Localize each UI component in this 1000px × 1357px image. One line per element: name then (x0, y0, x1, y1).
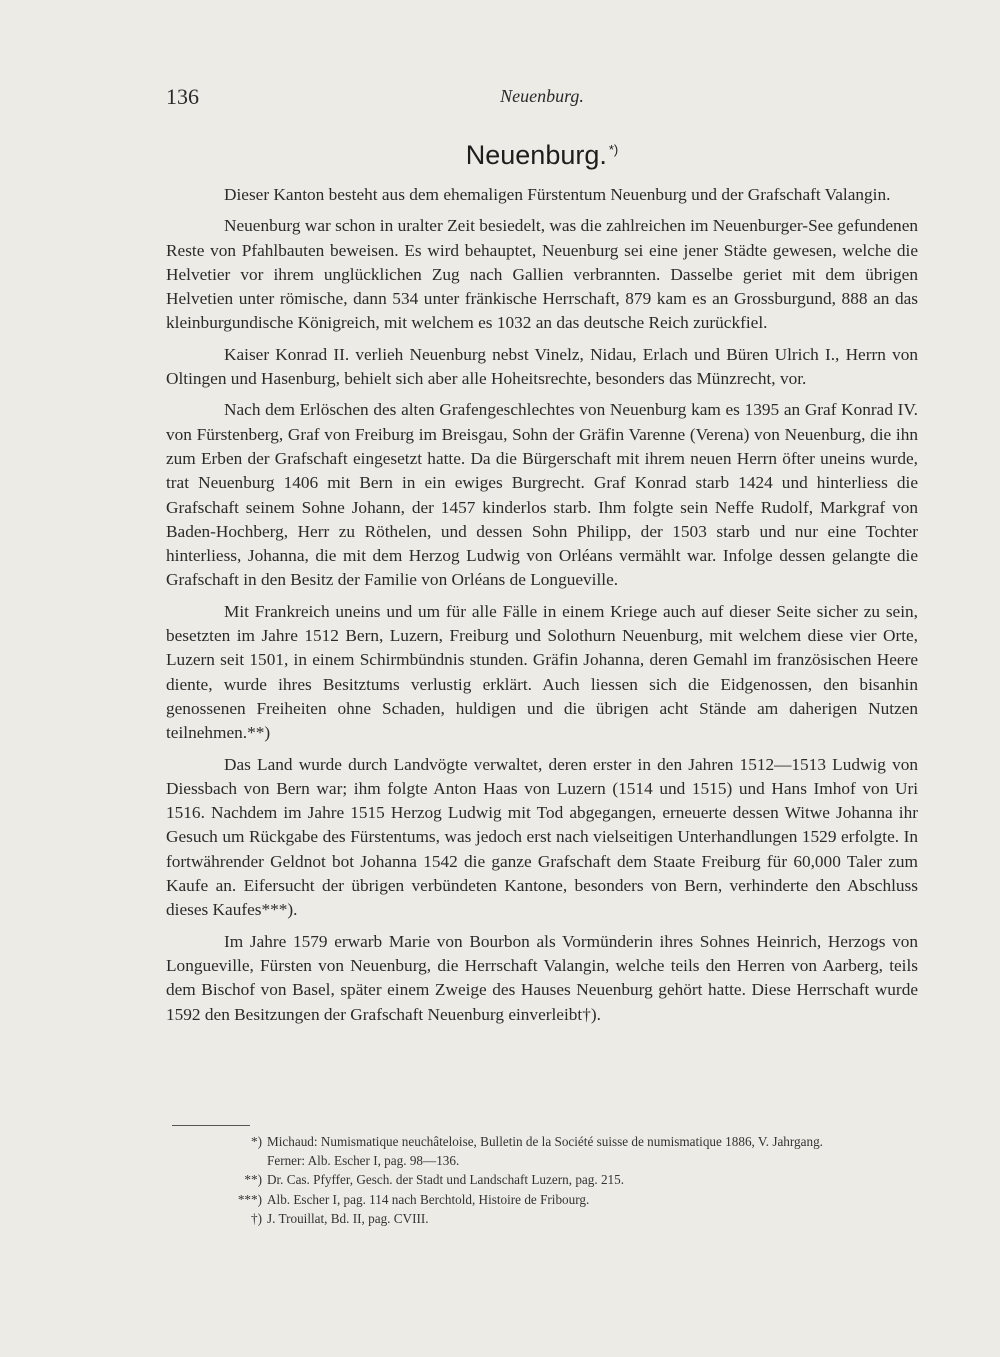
footnote (210, 1170, 920, 1189)
paragraph: Nach dem Erlöschen des alten Grafengeschlechtes von Neuenburg kam es 1395 an Graf Konrad IV. von Fürstenberg, Graf von Freiburg im Breisgau, Sohn der Gräfin Varenne (Verena) von Neuenburg, die ihn zum Erben der Grafschaft eingesetzt hatte. Da die Bürgerschaft mit ihrem neuen Herrn öfter uneins wurde, trat Neuenburg 1406 mit Bern in ein ewiges Burgrecht. Graf Konrad starb 1424 und hinterliess die Grafschaft seinem Sohne Johann, der 1457 kinderlos starb. Ihm folgte sein Neffe Rudolf, Markgraf von Baden-Hochberg, Herr zu Röthelen, und dessen Sohn Philipp, der 1503 starb und nur eine Tochter hinterliess, Johanna, die mit dem Herzog Ludwig von Orléans vermählt war. Infolge dessen gelangte die Grafschaft in den Besitz der Familie von Orléans de Longueville. (166, 400, 918, 590)
footnote-marker: ***) (237, 1191, 262, 1207)
chapter-title (166, 140, 918, 171)
footnote (210, 1209, 920, 1228)
body-text (166, 183, 918, 1034)
footnote-text: J. Trouillat, Bd. II, pag. CVIII. (267, 1210, 429, 1226)
paragraph: Neuenburg war schon in uralter Zeit besiedelt, was die zahlreichen im Neuenburger-See gefundenen Reste von Pfahlbauten beweisen. Es wird behauptet, Neuenburg sei eine jener Städte gewesen, welche die Helvetier vor ihrem unglücklichen Zug nach Gallien verbrannten. Dasselbe geriet mit dem übrigen Helvetien unter römische, dann 534 unter fränkische Herrschaft, 879 kam es an Grossburgund, 888 an das kleinburgundische Königreich, mit welchem es 1032 an das deutsche Reich zurückfiel. (166, 216, 918, 333)
footnote-text: Alb. Escher I, pag. 114 nach Berchtold, Histoire de Fribourg. (267, 1191, 590, 1207)
footnote-continuation: Ferner: Alb. Escher I, pag. 98—136. (267, 1153, 460, 1169)
footnote-marker: *) (251, 1134, 262, 1149)
footnote-marker: †) (251, 1210, 262, 1226)
title-footnote-marker: *) (608, 142, 619, 157)
paragraph: Dieser Kanton besteht aus dem ehemaligen Fürstentum Neuenburg und der Grafschaft Valangin. (224, 185, 891, 204)
footnote-text: Michaud: Numismatique neuchâteloise, Bulletin de la Société suisse de numismatique 1886, V. Jahrgang. (267, 1134, 823, 1149)
running-head (166, 84, 918, 110)
footnote (210, 1190, 920, 1209)
page-number: 136 (166, 84, 199, 109)
paragraph: Im Jahre 1579 erwarb Marie von Bourbon als Vormünderin ihres Sohnes Heinrich, Herzogs von Longueville, Fürsten von Neuenburg, die Herrschaft Valangin, welche teils den Herren von Aarberg, teils dem Bischof von Basel, später einem Zweige des Hauses Neuenburg gehört hatte. Diese Herrschaft wurde 1592 den Besitzungen der Grafschaft Neuenburg einverleibt†). (166, 931, 918, 1024)
footnote-text: Dr. Cas. Pfyffer, Gesch. der Stadt und Landschaft Luzern, pag. 215. (267, 1172, 625, 1188)
running-title: Neuenburg. (500, 86, 584, 106)
paragraph: Mit Frankreich uneins und um für alle Fälle in einem Kriege auch auf dieser Seite sicher zu sein, besetzten im Jahre 1512 Bern, Luzern, Freiburg und Solothurn Neuenburg, mit welchem diese vier Orte, Luzern seit 1501, in einem Schirmbündnis stunden. Gräfin Johanna, deren Gemahl im französischen Heere diente, wurde ihres Besitztums verlustig erklärt. Auch liessen sich die Eidgenossen, den bisanhin genossenen Freiheiten ohne Schaden, huldigen und die übrigen acht Stände am daherigen Nutzen teilnehmen.**) (166, 601, 918, 743)
chapter-title-text: Neuenburg. (465, 140, 607, 170)
footnote-marker: **) (244, 1172, 262, 1188)
footnotes (210, 1132, 920, 1228)
footnote (210, 1132, 920, 1151)
paragraph: Kaiser Konrad II. verlieh Neuenburg nebst Vinelz, Nidau, Erlach und Büren Ulrich I., Herrn von Oltingen und Hasenburg, behielt sich aber alle Hoheitsrechte, besonders das Münzrecht, vor. (166, 344, 918, 389)
paragraph: Das Land wurde durch Landvögte verwaltet, deren erster in den Jahren 1512—1513 Ludwig von Diessbach von Bern war; ihm folgte Anton Haas von Luzern (1514 und 1515) und Hans Imhof von Uri 1516. Nachdem im Jahre 1515 Herzog Ludwig mit Tod abgegangen, erneuerte dessen Witwe Johanna ihr Gesuch um Rückgabe des Fürstentums, was jedoch erst nach vielseitigen Unterhandlungen 1529 erfolgte. In fortwährender Geldnot bot Johanna 1542 die ganze Grafschaft dem Staate Freiburg für 60,000 Taler zum Kaufe an. Eifersucht der übrigen verbündeten Kantone, besonders von Bern, verhinderte den Abschluss dieses Kaufes***). (166, 754, 918, 920)
footnote-divider (172, 1125, 250, 1126)
